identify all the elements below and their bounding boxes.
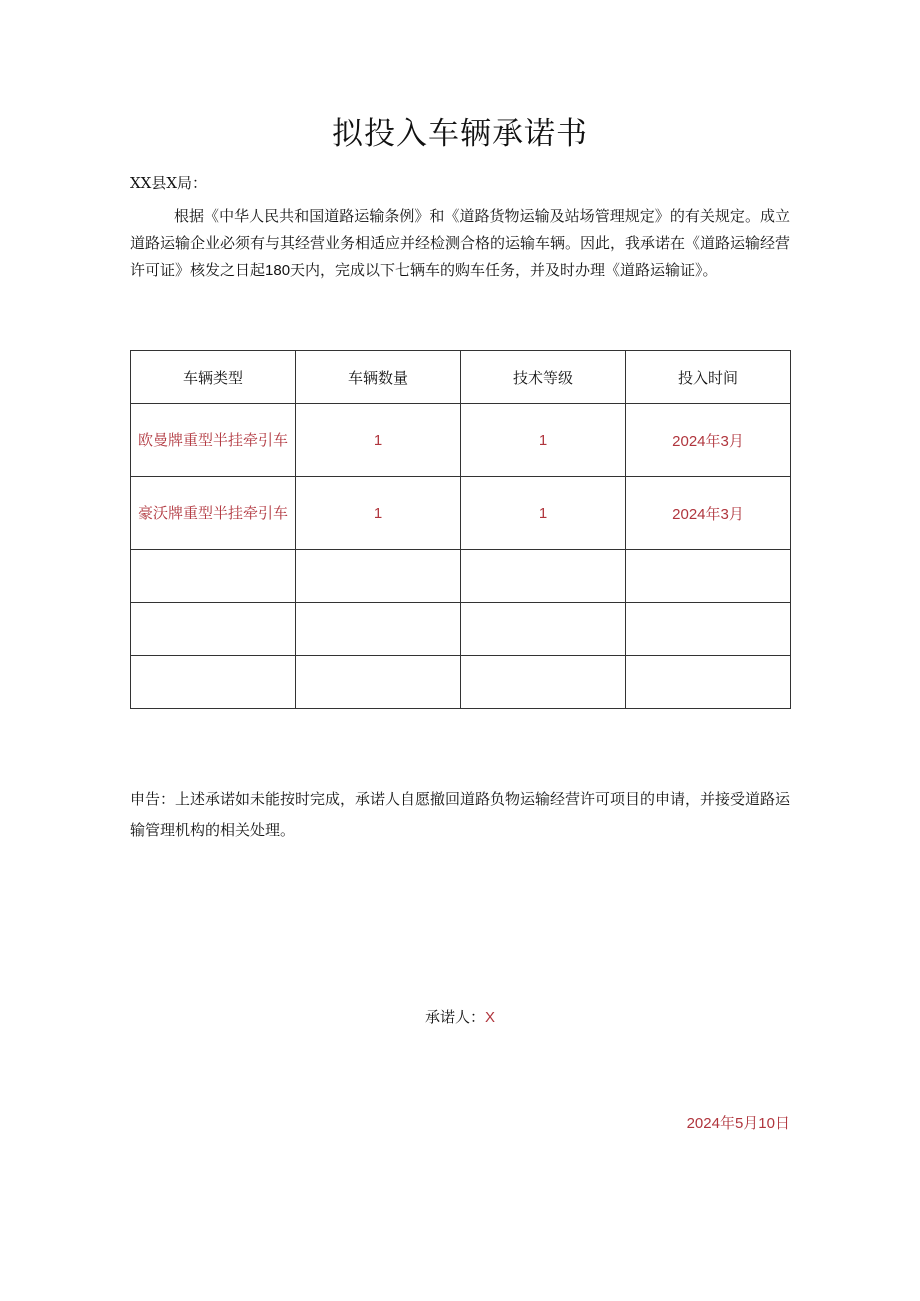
empty-cell: [626, 656, 791, 709]
table-row: [131, 477, 791, 550]
body-paragraph: [130, 203, 790, 284]
empty-cell: [461, 550, 626, 603]
cell-input-time: 2024年3月: [626, 477, 791, 550]
cell-input-time: 2024年3月: [626, 404, 791, 477]
empty-cell: [296, 603, 461, 656]
header-vehicle-type: 车辆类型: [131, 351, 296, 404]
cell-tech-grade: 1: [461, 477, 626, 550]
empty-cell: [461, 603, 626, 656]
vehicle-table: [130, 350, 791, 709]
recipient-line: XX县X局：: [130, 174, 208, 192]
body-text-after: 天内，完成以下七辆车的购车任务，并及时办理《道路运输证》。: [290, 261, 718, 279]
cell-vehicle-count: 1: [296, 404, 461, 477]
notice-paragraph: 申告：上述承诺如未能按时完成，承诺人自愿撤回道路负物运输经营许可项目的申请，并接受道路运输管理机构的相关处理。: [130, 790, 791, 839]
cell-vehicle-type: 欧曼牌重型半挂牵引车: [131, 404, 296, 477]
document-title: 拟投入车辆承诺书: [332, 116, 588, 152]
empty-table-row: [131, 550, 791, 603]
table-row: [131, 404, 791, 477]
empty-cell: [626, 550, 791, 603]
cell-tech-grade: 1: [461, 404, 626, 477]
signature-date: 2024年5月10日: [686, 1115, 790, 1132]
table-header-row: [131, 351, 791, 404]
empty-cell: [131, 550, 296, 603]
body-days: 180: [265, 262, 291, 279]
empty-cell: [296, 550, 461, 603]
empty-table-row: [131, 656, 791, 709]
empty-cell: [626, 603, 791, 656]
empty-cell: [131, 656, 296, 709]
signer-line: [0, 1006, 920, 1027]
empty-table-row: [131, 603, 791, 656]
empty-cell: [131, 603, 296, 656]
empty-cell: [296, 656, 461, 709]
empty-cell: [461, 656, 626, 709]
header-vehicle-count: 车辆数量: [296, 351, 461, 404]
cell-vehicle-count: 1: [296, 477, 461, 550]
header-input-time: 投入时间: [626, 351, 791, 404]
body-text-before: 根据《中华人民共和国道路运输条例》和《道路货物运输及站场管理规定》的有关规定。成立道路运输企业必须有与其经营业务相适应并经检测合格的运输车辆。因此，我承诺在《道路运输经营许可证》核发之日起: [130, 207, 791, 279]
signer-name: X: [485, 1009, 496, 1026]
signer-label: 承诺人：: [424, 1008, 485, 1026]
cell-vehicle-type: 豪沃牌重型半挂牵引车: [131, 477, 296, 550]
header-tech-grade: 技术等级: [461, 351, 626, 404]
